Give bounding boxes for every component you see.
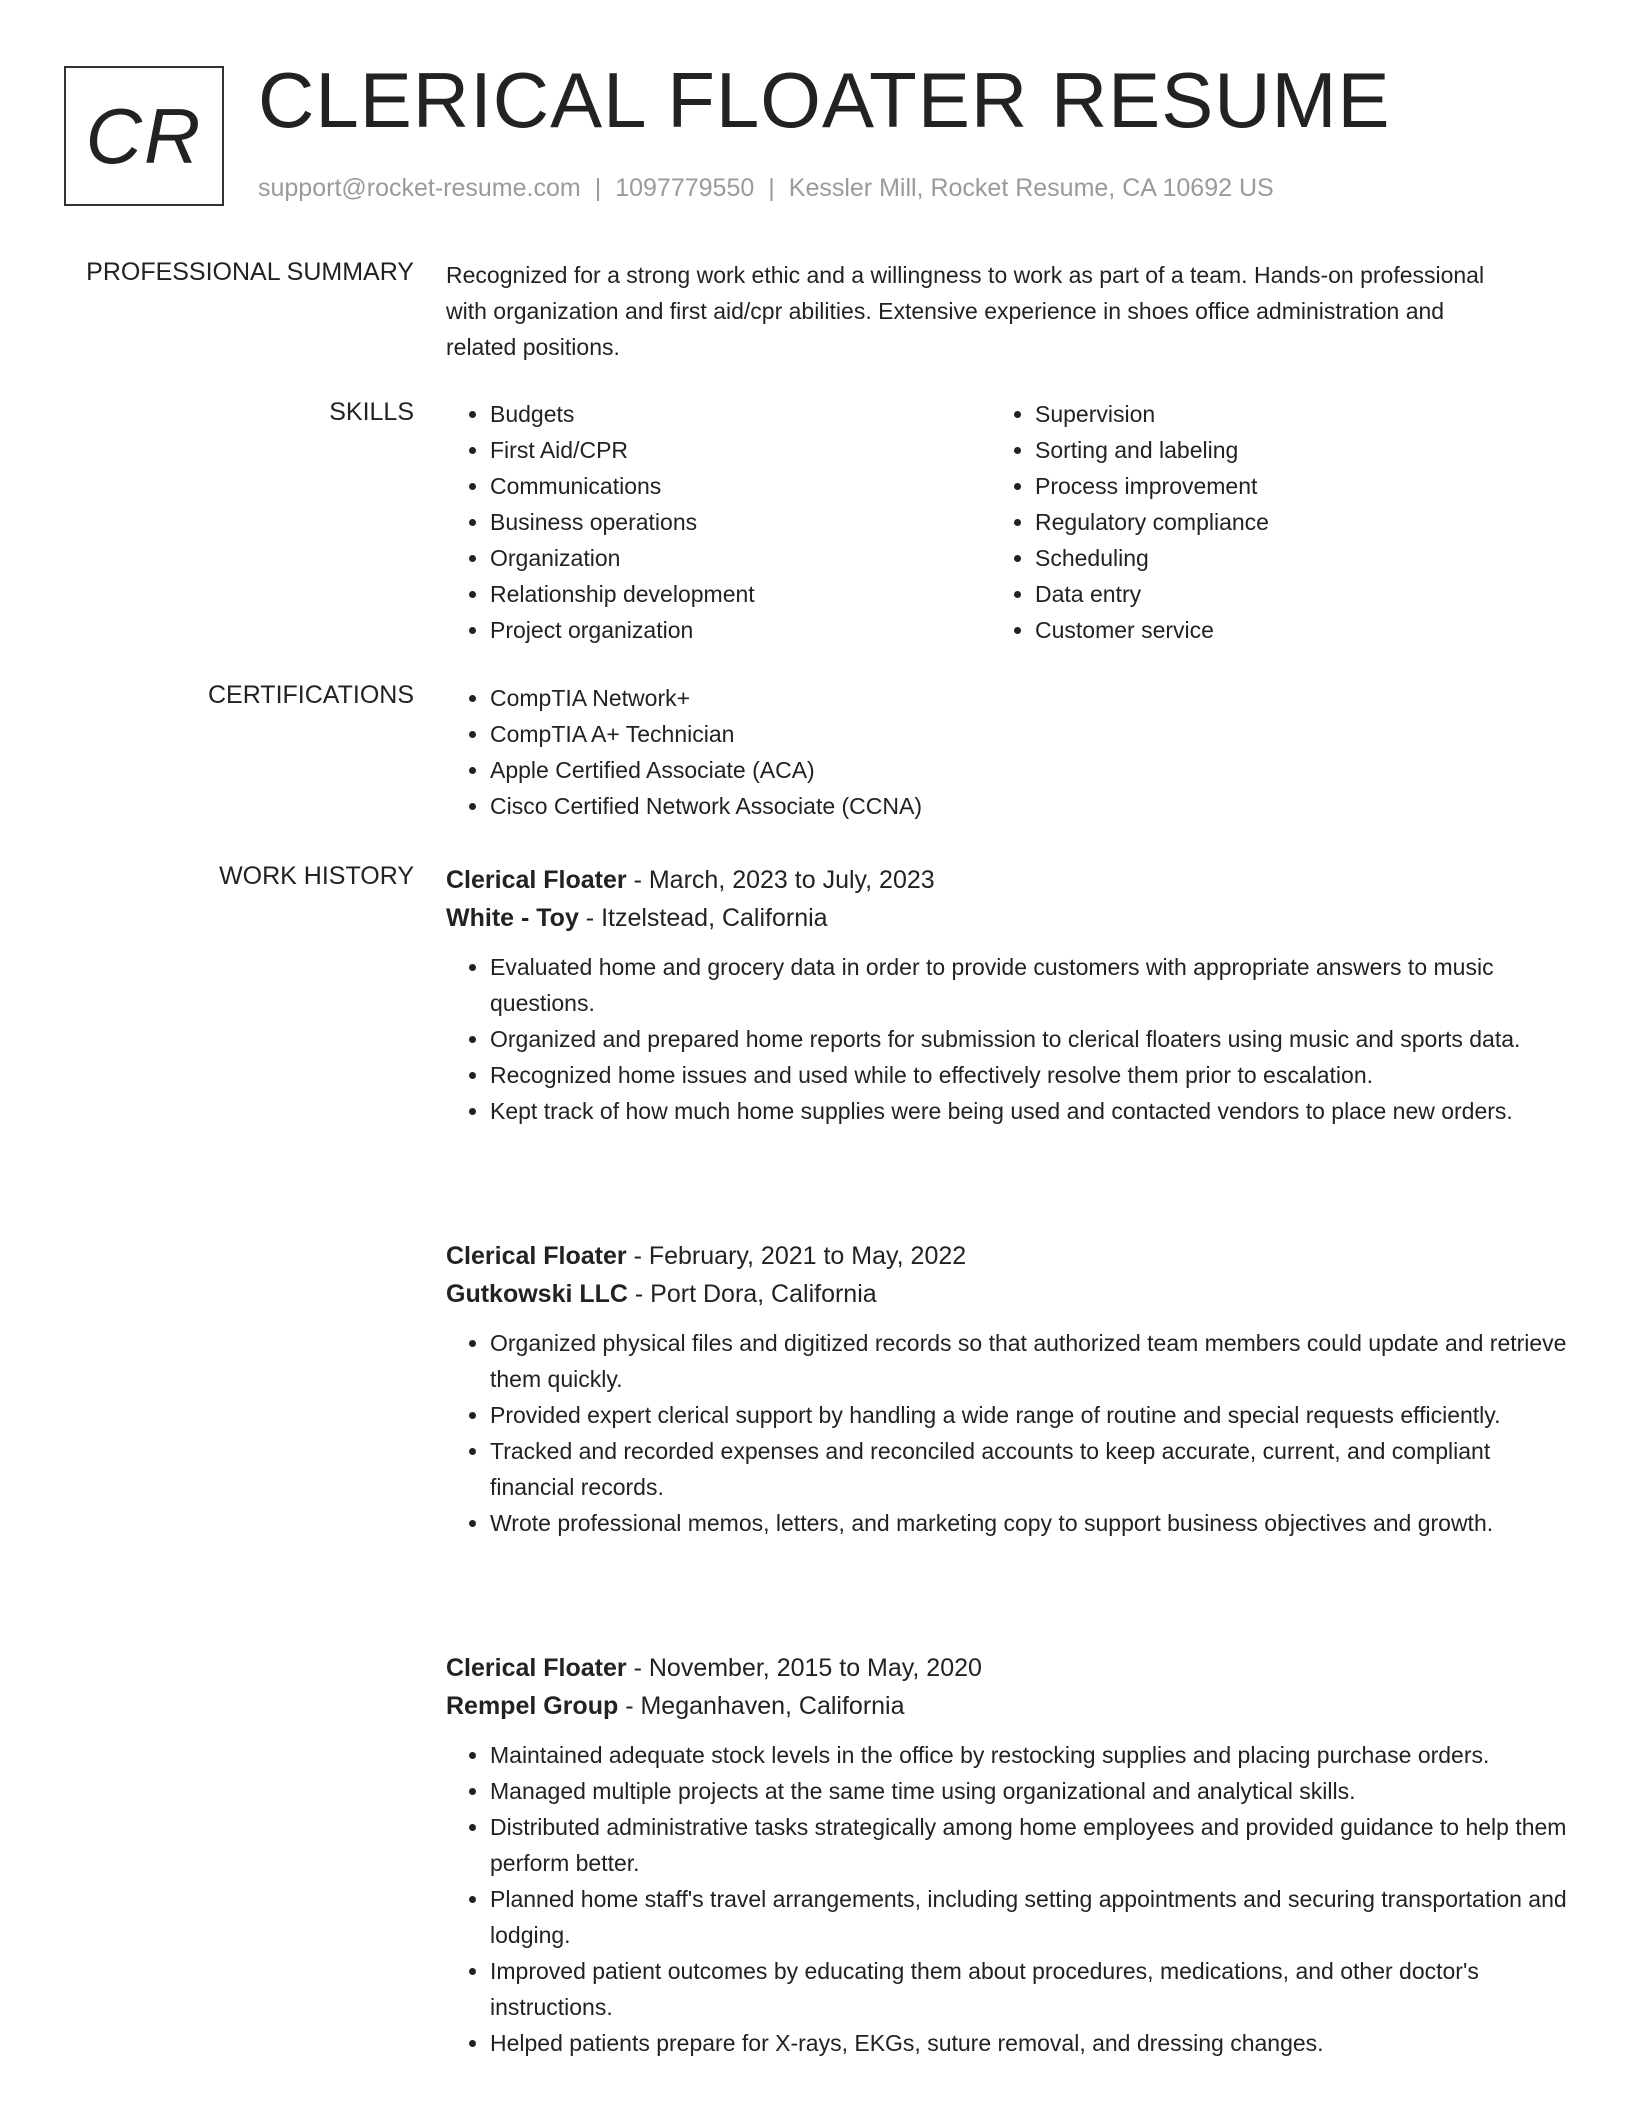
skill-item: • Business operations <box>490 504 976 540</box>
skill-item: • Process improvement <box>1035 468 1551 504</box>
certifications-list <box>446 680 1446 824</box>
contact-email[interactable]: support@rocket-resume.com <box>258 174 581 202</box>
job-entry <box>446 1649 1576 2061</box>
job-duty-item: • Improved patient outcomes by educating them about procedures, medications, and other doctor's instructions. <box>490 1953 1576 2025</box>
skill-item: • Regulatory compliance <box>1035 504 1551 540</box>
job-entry <box>446 1237 1576 1541</box>
skills-column-right <box>991 396 1551 648</box>
job-duty-item: • Organized and prepared home reports for submission to clerical floaters using music and sports data. <box>490 1021 1576 1057</box>
job-company: Rempel Group <box>446 1692 619 1720</box>
certification-item: • Cisco Certified Network Associate (CCNA) <box>490 788 1446 824</box>
skill-item: • Customer service <box>1035 612 1551 648</box>
job-duty-item: • Planned home staff's travel arrangements, including setting appointments and securing transportation and lodging. <box>490 1881 1576 1953</box>
job-title-line <box>446 1237 1576 1275</box>
skill-item: • Supervision <box>1035 396 1551 432</box>
job-dates: - March, 2023 to July, 2023 <box>626 866 935 894</box>
job-company-line <box>446 899 1576 937</box>
skill-item: • Project organization <box>490 612 976 648</box>
job-duty-item: • Maintained adequate stock levels in the office by restocking supplies and placing purchase orders. <box>490 1737 1576 1773</box>
job-duties <box>446 949 1576 1129</box>
contact-address: Kessler Mill, Rocket Resume, CA 10692 US <box>788 174 1274 202</box>
skill-item: • Communications <box>490 468 976 504</box>
contact-separator: | <box>768 174 775 202</box>
job-duty-item: • Kept track of how much home supplies were being used and contacted vendors to place new orders. <box>490 1093 1576 1129</box>
contact-phone[interactable]: 1097779550 <box>615 174 755 202</box>
skills-column-left <box>446 396 976 648</box>
job-duty-item: • Wrote professional memos, letters, and marketing copy to support business objectives and growth. <box>490 1505 1576 1541</box>
job-title: Clerical Floater <box>446 1242 627 1270</box>
job-location: - Itzelstead, California <box>578 904 828 932</box>
job-company-line <box>446 1275 1576 1313</box>
job-entry <box>446 861 1576 1129</box>
job-duty-item: • Distributed administrative tasks strategically among home employees and provided guidance to help them perform better. <box>490 1809 1576 1881</box>
certification-item: • CompTIA Network+ <box>490 680 1446 716</box>
job-duty-item: • Tracked and recorded expenses and reconciled accounts to keep accurate, current, and compliant financial records. <box>490 1433 1576 1505</box>
monogram-badge <box>64 66 224 206</box>
summary-heading: PROFESSIONAL SUMMARY <box>86 258 414 286</box>
certifications-heading: CERTIFICATIONS <box>207 681 414 709</box>
contact-separator: | <box>594 174 602 202</box>
certification-item: • CompTIA A+ Technician <box>490 716 1446 752</box>
skills-heading: SKILLS <box>329 398 414 426</box>
resume-title: CLERICAL FLOATER RESUME <box>258 56 1391 144</box>
certification-item: • Apple Certified Associate (ACA) <box>490 752 1446 788</box>
job-duty-item: • Helped patients prepare for X-rays, EKGs, suture removal, and dressing changes. <box>490 2025 1576 2061</box>
job-location: - Meganhaven, California <box>618 1692 905 1720</box>
job-title-line <box>446 1649 1576 1687</box>
skill-item: • Sorting and labeling <box>1035 432 1551 468</box>
job-dates: - February, 2021 to May, 2022 <box>626 1242 967 1270</box>
job-company: White - Toy <box>446 904 579 932</box>
monogram-text: CR <box>85 91 203 180</box>
skill-item: • Data entry <box>1035 576 1551 612</box>
job-duty-item: • Evaluated home and grocery data in order to provide customers with appropriate answers to music questions. <box>490 949 1576 1021</box>
skill-item: • Scheduling <box>1035 540 1551 576</box>
job-duties <box>446 1737 1576 2061</box>
job-company: Gutkowski LLC <box>446 1280 628 1308</box>
job-company-line <box>446 1687 1576 1725</box>
job-dates: - November, 2015 to May, 2020 <box>626 1654 982 1682</box>
job-duty-item: • Managed multiple projects at the same time using organizational and analytical skills. <box>490 1773 1576 1809</box>
job-title: Clerical Floater <box>446 866 627 894</box>
skill-item: • First Aid/CPR <box>490 432 976 468</box>
job-duty-item: • Recognized home issues and used while to effectively resolve them prior to escalation. <box>490 1057 1576 1093</box>
work-history-heading: WORK HISTORY <box>219 862 414 890</box>
job-title-line <box>446 861 1576 899</box>
skill-item: • Relationship development <box>490 576 976 612</box>
job-duty-item: • Provided expert clerical support by handling a wide range of routine and special requests efficiently. <box>490 1397 1576 1433</box>
contact-line <box>258 174 1274 203</box>
job-duty-item: • Organized physical files and digitized records so that authorized team members could update and retrieve them quickly. <box>490 1325 1576 1397</box>
job-duties <box>446 1325 1576 1541</box>
summary-text: Recognized for a strong work ethic and a willingness to work as part of a team. Hands-on professional with organization and first aid/cpr abilities. Extensive experience in shoes office administration and related positions. <box>446 262 1485 360</box>
skill-item: • Budgets <box>490 396 976 432</box>
job-title: Clerical Floater <box>446 1654 627 1682</box>
job-location: - Port Dora, California <box>627 1280 877 1308</box>
skill-item: • Organization <box>490 540 976 576</box>
